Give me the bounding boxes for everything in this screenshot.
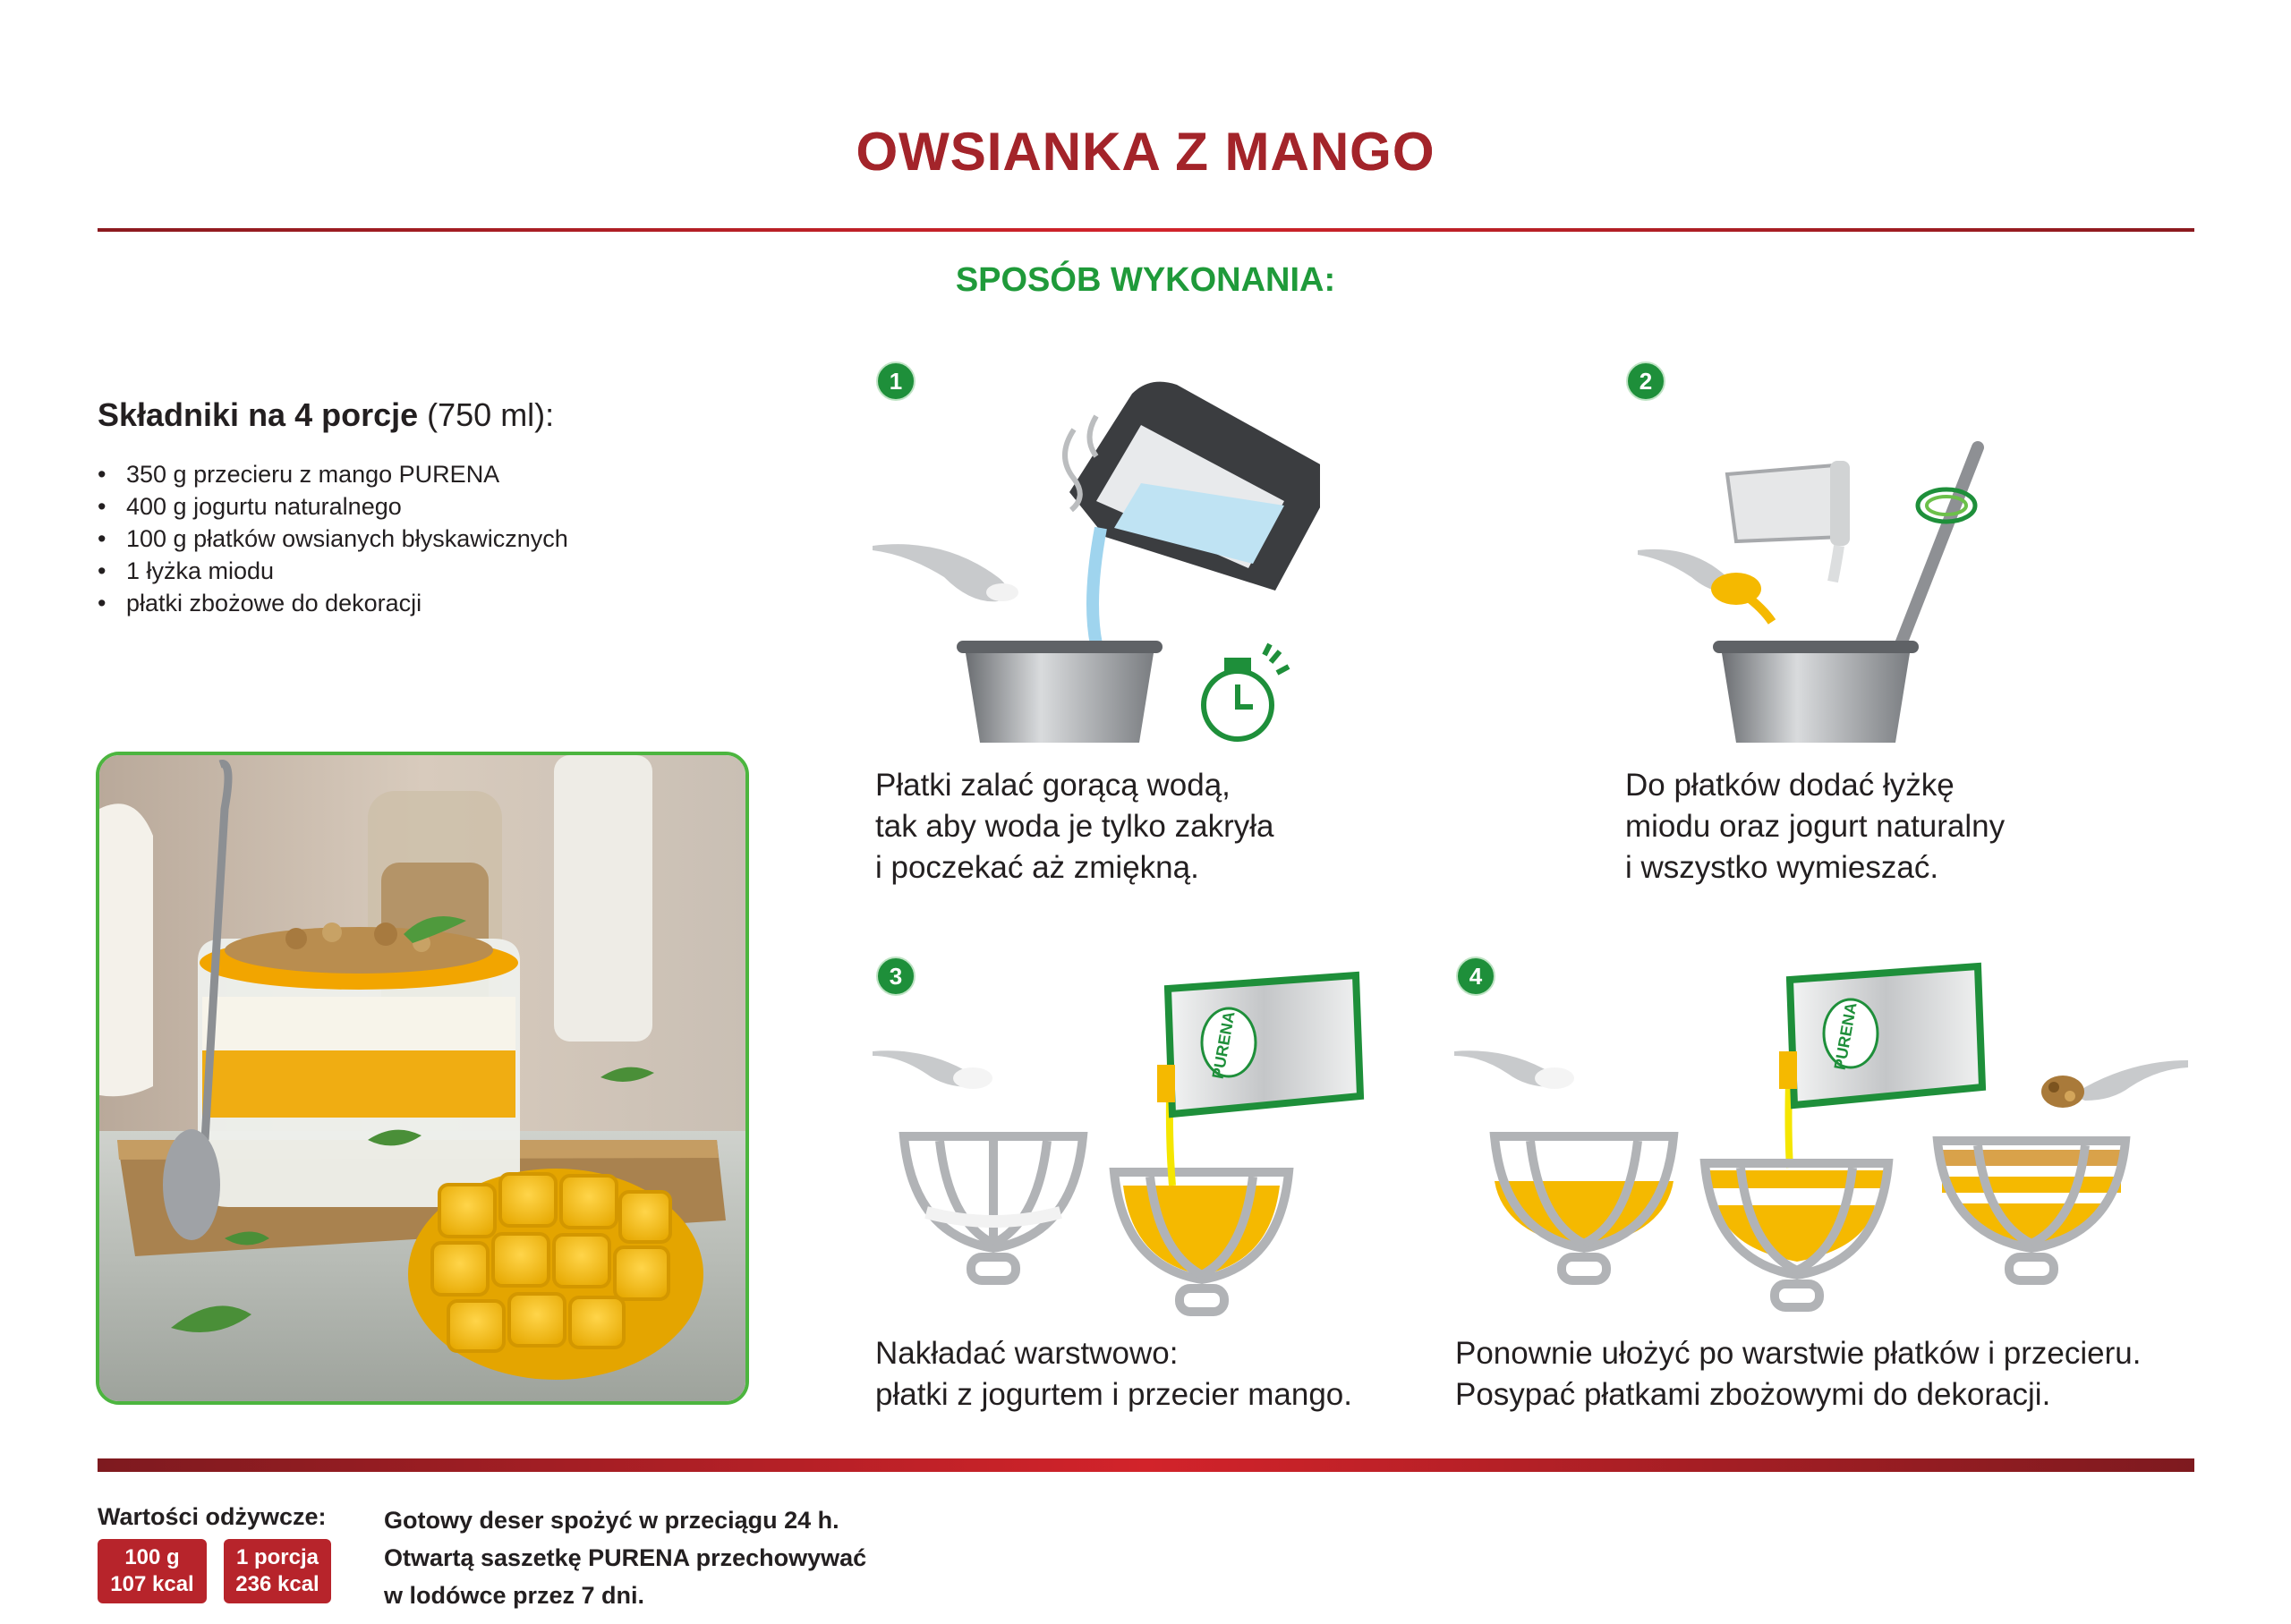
step-4-text [1455,1333,2141,1416]
ingredient-item: • 400 g jogurtu naturalnego [98,490,568,523]
ingredient-item: • płatki zbożowe do dekoracji [98,587,568,619]
step-2-line: miodu oraz jogurt naturalny [1625,809,2006,844]
step-1-line: tak aby woda je tylko zakryła [875,809,1274,844]
step-2-badge: 2 [1626,361,1665,401]
bowl-decorated-icon [1938,1141,2125,1280]
honey-spoon-icon [1638,549,1772,622]
nutrition-box-portion [224,1539,331,1603]
step-1-illustration [873,376,1320,752]
purena-pouch-icon [1157,975,1360,1114]
pot-icon [957,641,1163,743]
step-3-badge: 3 [876,957,916,996]
step-3-illustration [873,971,1392,1324]
purena-pouch-icon [1779,966,1982,1105]
bowl-two-layers-icon [1705,1163,1888,1307]
nutrition-box-top: 1 porcja [235,1545,319,1569]
ingredient-item: • 100 g płatków owsianych błyskawicznych [98,523,568,555]
nutrition-box-bottom: 236 kcal [235,1572,319,1596]
page-title: OWSIANKA Z MANGO [0,121,2291,183]
footer-divider [98,1458,2194,1472]
glass-bowl-mango-icon [1114,1172,1289,1312]
storage-line: Gotowy deser spożyć w przeciągu 24 h. [384,1507,839,1534]
granola-spoon-icon [2041,1060,2188,1108]
nutrition-box-bottom: 107 kcal [110,1572,194,1596]
pot-icon [1713,641,1919,743]
yogurt-cup-icon [1727,461,1850,582]
storage-line: Otwartą saszetkę PURENA przechowywać [384,1544,867,1571]
nutrition-box-top: 100 g [124,1545,180,1569]
timer-icon [1204,644,1289,739]
ingredients-list [98,458,568,619]
kettle-icon [1069,382,1320,591]
ingredient-item: • 350 g przecieru z mango PURENA [98,458,568,490]
step-2-illustration [1638,429,2014,752]
step-4-line: Posypać płatkami zbożowymi do dekoracji. [1455,1377,2051,1412]
mango-oatmeal-illustration [99,755,745,1401]
step-1-line: i poczekać aż zmiękną. [875,850,1199,885]
nutrition-label: Wartości odżywcze: [98,1503,327,1530]
step-3-line: Nakładać warstwowo: [875,1336,1179,1371]
step-4-illustration [1454,962,2188,1324]
step-2-text [1625,765,2005,889]
step-4-line: Ponownie ułożyć po warstwie płatków i przecieru. [1455,1336,2142,1371]
step-1-badge: 1 [876,361,916,401]
water-stream [1093,528,1101,644]
step-3-line: płatki z jogurtem i przecier mango. [875,1377,1352,1412]
nutrition-box-100g [98,1539,207,1603]
spoon-with-yogurt-icon [873,1050,992,1089]
step-2-line: i wszystko wymieszać. [1625,850,1939,885]
step-3-text [875,1333,1352,1416]
bowl-one-layer-icon [1495,1136,1674,1280]
step-1-text [875,765,1273,889]
ingredients-heading-bold: Składniki na 4 porcje [98,396,419,433]
step-1-line: Płatki zalać gorącą wodą, [875,768,1231,803]
storage-line: w lodówce przez 7 dni. [384,1582,645,1609]
whisk-spoon-icon [1879,447,1978,653]
method-heading: SPOSÓB WYKONANIA: [955,261,1336,299]
dessert-photo [96,752,749,1405]
pouch-brand-label: PURENA [1830,1000,1861,1072]
step-4-badge: 4 [1456,957,1495,996]
ingredient-item: • 1 łyżka miodu [98,555,568,587]
title-divider [98,228,2194,232]
step-2-line: Do płatków dodać łyżkę [1625,768,1955,803]
ingredients-heading-volume: (750 ml): [418,396,555,433]
ingredients-heading [98,396,554,434]
storage-note [384,1501,866,1614]
spoon-with-yogurt-icon [1454,1050,1574,1089]
pouch-brand-label: PURENA [1208,1009,1239,1081]
